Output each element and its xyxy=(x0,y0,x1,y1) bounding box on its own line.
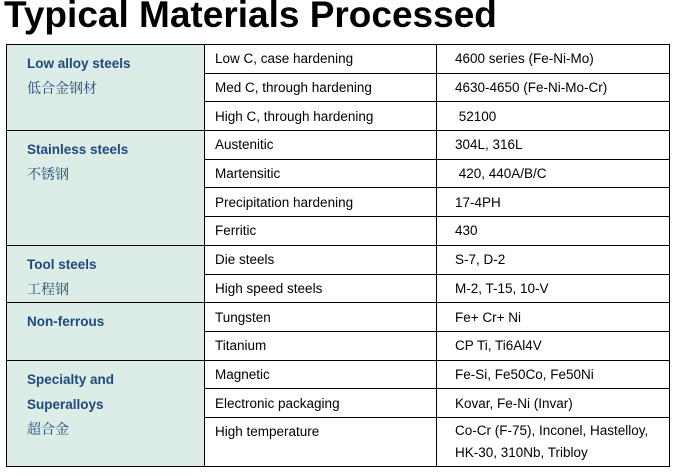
category-label-zh: 低合金钢材 xyxy=(27,80,97,96)
category-label-line2: Superalloys xyxy=(27,396,104,412)
table-row xyxy=(7,245,670,274)
material-cell: 304L, 316L xyxy=(437,131,670,160)
type-cell: Med C, through hardening xyxy=(205,73,437,102)
material-cell: 4600 series (Fe-Ni-Mo) xyxy=(437,45,670,74)
type-cell: High temperature xyxy=(205,417,437,466)
material-line: Co-Cr (F-75), Inconel, Hastelloy, xyxy=(455,422,649,438)
material-cell: 430 xyxy=(437,217,670,246)
table-row xyxy=(7,360,670,389)
material-cell: S-7, D-2 xyxy=(437,245,670,274)
type-cell: Martensitic xyxy=(205,159,437,188)
type-cell: Titanium xyxy=(205,331,437,360)
material-cell: 420, 440A/B/C xyxy=(437,159,670,188)
table-row xyxy=(7,131,670,160)
material-cell: Fe-Si, Fe50Co, Fe50Ni xyxy=(437,360,670,389)
material-cell: Kovar, Fe-Ni (Invar) xyxy=(437,389,670,418)
category-cell xyxy=(7,131,205,246)
type-cell: Low C, case hardening xyxy=(205,45,437,74)
type-cell: Tungsten xyxy=(205,303,437,332)
material-cell: 4630-4650 (Fe-Ni-Mo-Cr) xyxy=(437,73,670,102)
category-cell xyxy=(7,360,205,466)
type-cell: High C, through hardening xyxy=(205,102,437,131)
table-row xyxy=(7,303,670,332)
type-cell: Austenitic xyxy=(205,131,437,160)
category-label-zh: 超合金 xyxy=(27,420,69,437)
materials-table xyxy=(6,44,670,467)
material-cell: 52100 xyxy=(437,102,670,131)
material-cell: Fe+ Cr+ Ni xyxy=(437,303,670,332)
category-cell xyxy=(7,45,205,131)
table-row xyxy=(7,45,670,74)
category-label: Tool steels xyxy=(27,256,97,272)
material-cell: 17-4PH xyxy=(437,188,670,217)
material-cell: CP Ti, Ti6Al4V xyxy=(437,331,670,360)
type-cell: High speed steels xyxy=(205,274,437,303)
type-cell: Magnetic xyxy=(205,360,437,389)
type-cell: Ferritic xyxy=(205,217,437,246)
material-line: HK-30, 310Nb, Tribloy xyxy=(455,444,588,460)
category-label: Low alloy steels xyxy=(27,56,131,71)
category-label: Stainless steels xyxy=(27,142,129,158)
type-cell: Die steels xyxy=(205,245,437,274)
category-cell xyxy=(7,245,205,302)
material-cell xyxy=(437,417,670,466)
category-label: Specialty and xyxy=(27,371,115,387)
category-label: Non-ferrous xyxy=(27,314,105,330)
material-cell: M-2, T-15, 10-V xyxy=(437,274,670,303)
page-title: Typical Materials Processed xyxy=(4,0,497,35)
category-label-zh: 工程钢 xyxy=(27,280,69,297)
category-cell xyxy=(7,303,205,360)
type-cell: Electronic packaging xyxy=(205,389,437,418)
type-cell: Precipitation hardening xyxy=(205,188,437,217)
category-label-zh: 不锈钢 xyxy=(27,166,69,183)
